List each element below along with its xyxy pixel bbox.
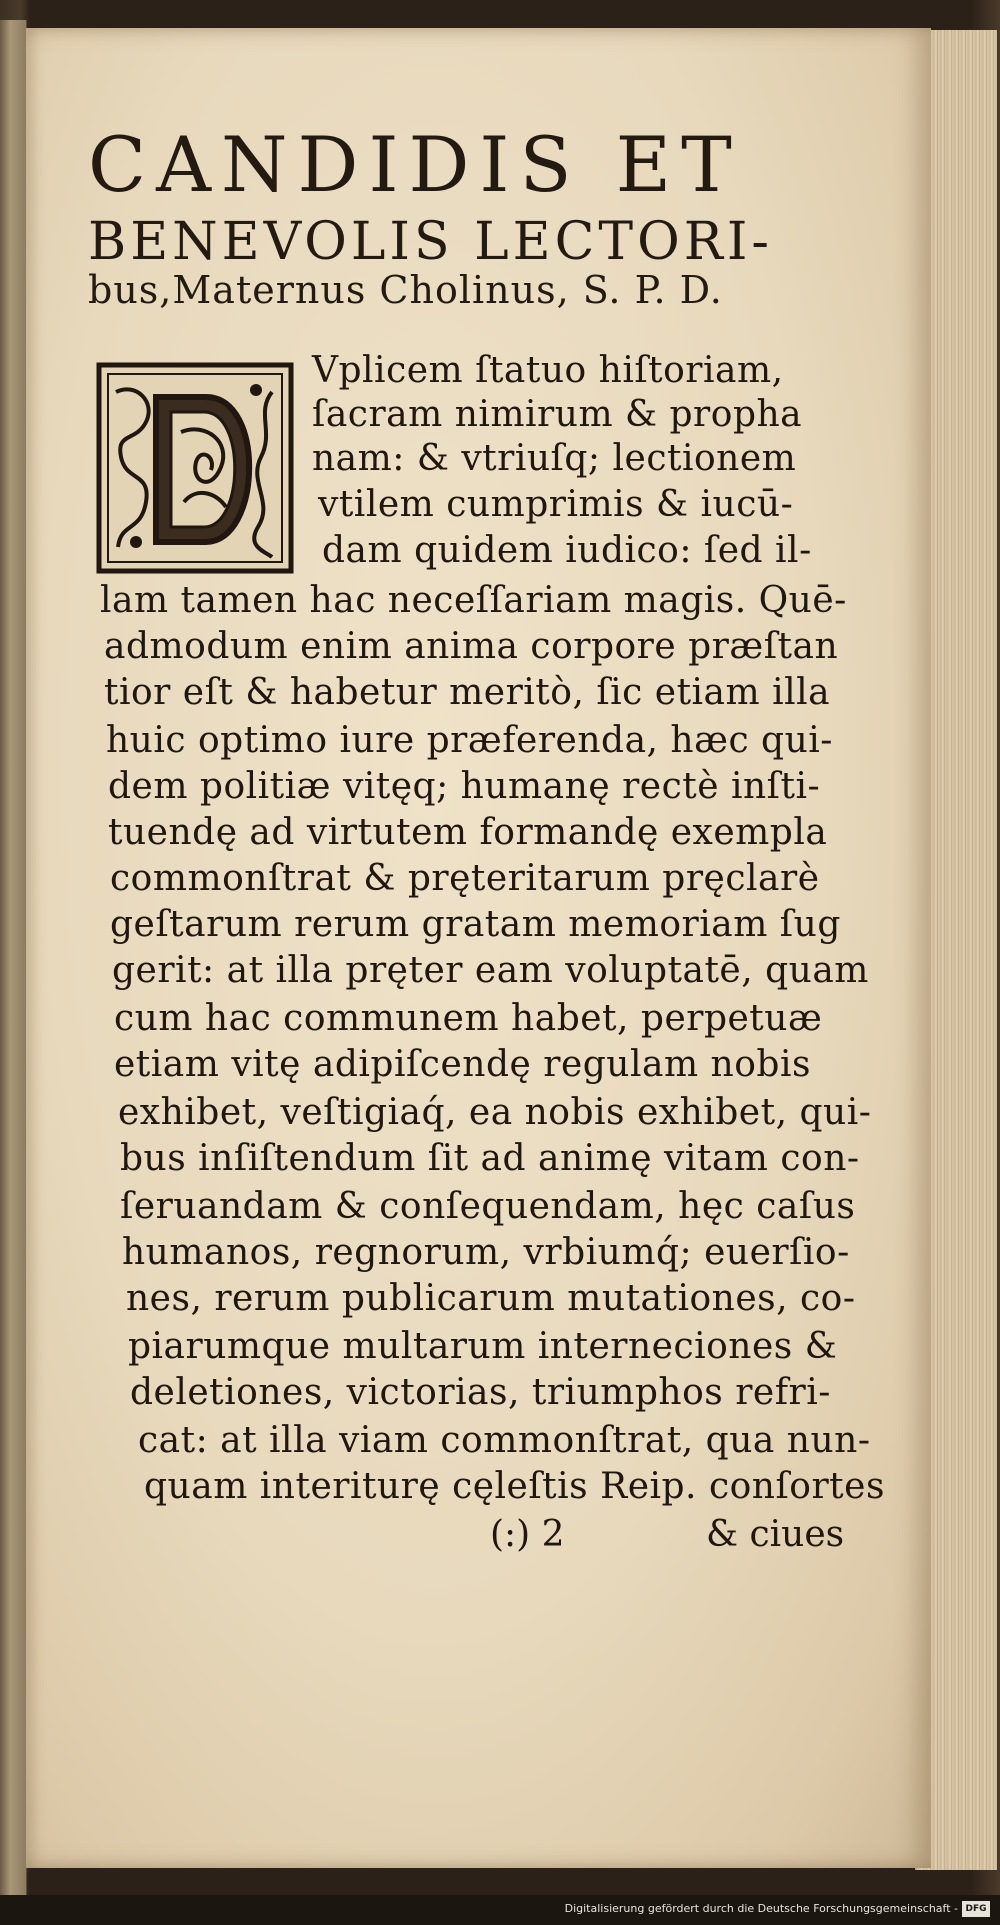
book-board-left — [0, 20, 27, 1900]
text-line-10: dem politiæ vitęq; humanę rectè inſti- — [108, 766, 821, 807]
text-line-25: quam interiturę cęleſtis Reip. conſortes — [144, 1466, 885, 1507]
heading-line-2: BENEVOLIS LECTORI- — [88, 212, 773, 272]
text-line-8: tior eſt & habetur meritò, ſic etiam illa — [104, 672, 831, 713]
text-line-15: cum hac communem habet, perpetuæ — [114, 998, 823, 1039]
text-line-11: tuendę ad virtutem formandę exempla — [108, 812, 828, 853]
heading-line-1: CANDIDIS ET — [88, 120, 742, 209]
heading-line-3: bus,Maternus Cholinus, S. P. D. — [88, 268, 723, 312]
text-line-3: nam: & vtriuſq; lectionem — [312, 438, 797, 479]
footer-credit: Digitalisierung gefördert durch die Deutsche Forschungsgemeinschaft - — [564, 1902, 958, 1915]
text-line-18: bus inſiſtendum ſit ad animę vitam con- — [120, 1138, 860, 1179]
text-line-13: geſtarum rerum gratam memoriam ſug — [110, 904, 841, 945]
text-line-9: huic optimo iure præferenda, hæc qui- — [106, 720, 833, 761]
dfg-logo: DFG — [962, 1901, 990, 1917]
text-line-7: admodum enim anima corpore præſtan — [104, 626, 839, 667]
text-line-21: nes, rerum publicarum mutationes, co- — [126, 1278, 856, 1319]
text-line-6: lam tamen hac neceſſariam magis. Quē- — [100, 580, 847, 621]
decorated-initial-d-icon — [96, 362, 294, 574]
text-line-22: piarumque multarum interneciones & — [128, 1326, 838, 1367]
text-line-4: vtilem cumprimis & iucū- — [318, 484, 794, 525]
text-line-2: ſacram nimirum & propha — [312, 394, 803, 435]
text-line-19: ſeruandam & conſequendam, hęc caſus — [120, 1186, 856, 1227]
text-line-16: etiam vitę adipiſcendę regulam nobis — [114, 1044, 811, 1085]
text-line-14: gerit: at illa pręter eam voluptatē, quam — [112, 950, 869, 991]
text-line-20: humanos, regnorum, vrbiumq́; euerſio- — [122, 1232, 850, 1273]
digitization-footer — [0, 1895, 1000, 1925]
signature-mark: (:) 2 — [490, 1514, 565, 1555]
text-line-5: dam quidem iudico: ſed il- — [322, 530, 812, 571]
catchword: & ciues — [706, 1514, 845, 1555]
text-line-12: commonſtrat & pręteritarum pręclarè — [110, 858, 820, 899]
text-line-17: exhibet, veſtigiaq́, ea nobis exhibet, qui- — [118, 1092, 872, 1133]
text-line-24: cat: at illa viam commonſtrat, qua nun- — [138, 1420, 871, 1461]
text-line-1: Vplicem ſtatuo hiſtoriam, — [312, 350, 784, 391]
text-line-23: deletiones, victorias, triumphos refri- — [130, 1372, 831, 1413]
